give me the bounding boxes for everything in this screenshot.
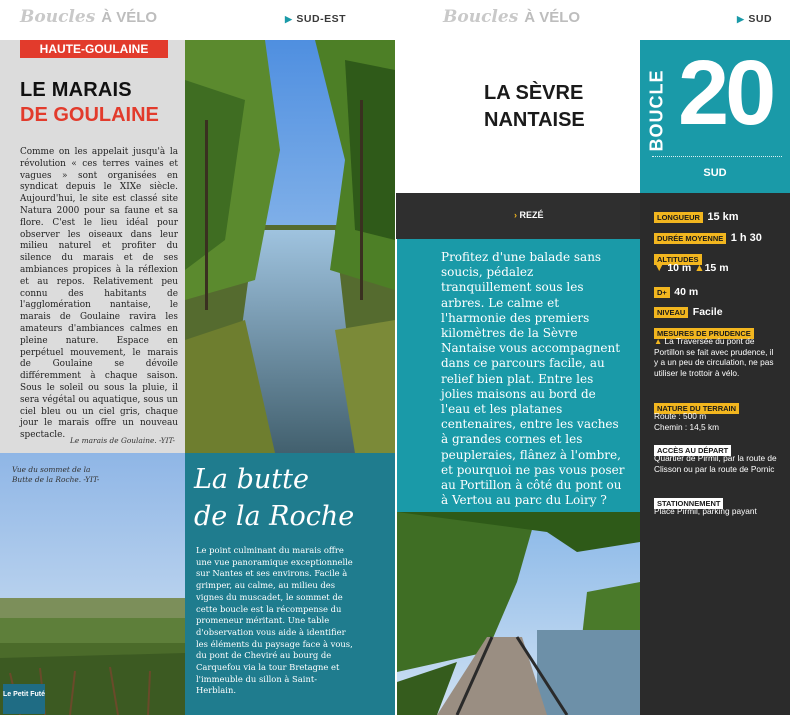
watermark-logo: Le Petit Futé [3, 684, 45, 714]
roche-photo [0, 453, 185, 715]
info-terrain-label: NATURE DU TERRAIN [654, 398, 739, 416]
left-header-region [285, 13, 346, 25]
info-stationnement-text: Place Pirmil, parking payant [654, 506, 757, 516]
boucle-zone: SUD [703, 167, 727, 179]
boucle-card [640, 40, 790, 193]
sevre-title-line1: LA SÈVRE [484, 82, 584, 104]
brand-velo: À VÉLO [101, 9, 158, 26]
info-acces-label: ACCÈS AU DÉPART [654, 440, 731, 458]
region-label: SUD-EST [296, 13, 347, 25]
info-prudence-text: ▲ La Traversée du pont de Portillon se fait avec prudence, il y a un peu de circulation, ne pas utiliser le trottoir à vélo. [654, 336, 774, 378]
brand-word: Boucles [443, 7, 519, 27]
right-header-region [737, 13, 772, 25]
info-longueur: LONGUEUR 15 km [654, 207, 739, 225]
location-tag: HAUTE-GOULAINE [20, 40, 168, 58]
info-niveau: NIVEAU Facile [654, 302, 723, 320]
butte-title-line2: de la Roche [194, 501, 355, 532]
warning-icon: ▲ [654, 336, 663, 346]
marais-title-line2: DE GOULAINE [20, 104, 159, 126]
boucle-number: 20 [678, 42, 773, 144]
marais-title-line1: LE MARAIS [20, 79, 132, 101]
info-acces-text: Quartier de Pirmil, par la route de Clisson ou par la route de Pornic [654, 453, 777, 474]
passerelle-photo [397, 512, 640, 715]
info-stationnement-label: STATIONNEMENT [654, 493, 723, 511]
triangle-icon: ▶ [285, 14, 293, 24]
region-label: SUD [748, 13, 773, 25]
marais-body-text: Comme on les appelait jusqu'à la révolution « ces terres vaines et vagues » sont organisées en syndicat depuis le XIXe siècle. Aujourd'hui, le site est classé site Natura 2000 pour sa faune et sa flore. C'est le lieu idéal pour observer les oiseaux dans leur milieu naturel et profiter du silence du marais et de ses ambiances propices à la réflexion et au repos. Relativement peu connu des habitants de l'agglomération nantaise, le marais de Goulaine ravira les amateurs d'ambiances calmes en pleine nature. Espace en perpétuel mouvement, le marais de Goulaine se dévoile différemment à chaque saison. Sous le soleil ou sous la pluie, il sera végétal ou aquatique, sous un ciel bleu ou un ciel gris, chaque jour le marais offre un nouveau spectacle. [20, 147, 178, 441]
boucle-label: BOUCLE [646, 69, 667, 152]
start-label: › REZÉ [514, 210, 544, 220]
start-bar [396, 193, 640, 239]
marais-caption: Le marais de Goulaine. -YIT- [70, 436, 175, 445]
brand-velo: À VÉLO [524, 9, 581, 26]
brand-word: Boucles [20, 7, 96, 27]
info-altitudes: ▼ 10 m ▲15 m [654, 262, 729, 274]
intro-text: Profitez d'une balade sans soucis, pédalez tranquillement sous les arbres. Le calme et l'harmonie des premiers kilomètres de la Sèvre Nantaise vous accompagnent dans ce parcours facile, au relief bien plat. Entre les jolies maisons au bord de l'eau et les platanes centenaires, entre les vaches à grandes cornes et les peupleraies, flânez à l'ombre, et pourquoi ne pas vous poser au Portillon à côté du pont ou à Vertou au parc du Loiry ? [441, 250, 625, 508]
info-altitudes-label: ALTITUDES [654, 249, 702, 267]
info-terrain-chemin: Chemin : 14,5 km [654, 422, 720, 432]
arrow-up-icon: ▲ [694, 262, 705, 274]
butte-title-line1: La butte [194, 464, 309, 495]
boucle-divider [652, 156, 782, 157]
roche-caption: Vue du sommet de la Butte de la Roche. -YIT- [12, 465, 100, 484]
butte-body-text: Le point culminant du marais offre une vue panoramique exceptionnelle sur Nantes et ses environs. Facile à grimper, au calme, au milieu des vignes du muscadet, le sommet de cette boucle est la récompense du promeneur méritant. Une table d'observation vous aide à identifier les éléments du paysage face à vous, du pont de Cheviré au bourg de Carquefou via la tour Bretagne et l'immeuble du sillon à Saint-Herblain. [196, 545, 353, 696]
info-dplus: D+ 40 m [654, 282, 698, 300]
info-terrain-route: Route : 500 m [654, 411, 707, 421]
info-prudence-label: MESURES DE PRUDENCE [654, 323, 754, 341]
chevron-right-icon: › [514, 210, 520, 220]
arrow-down-icon: ▼ [654, 262, 665, 274]
triangle-icon: ▶ [737, 14, 745, 24]
sevre-title-line2: NANTAISE [484, 109, 585, 131]
left-header-brand [20, 7, 157, 27]
right-header-brand [443, 7, 580, 27]
info-duree: DURÉE MOYENNE 1 h 30 [654, 228, 762, 246]
marais-photo [185, 40, 395, 453]
